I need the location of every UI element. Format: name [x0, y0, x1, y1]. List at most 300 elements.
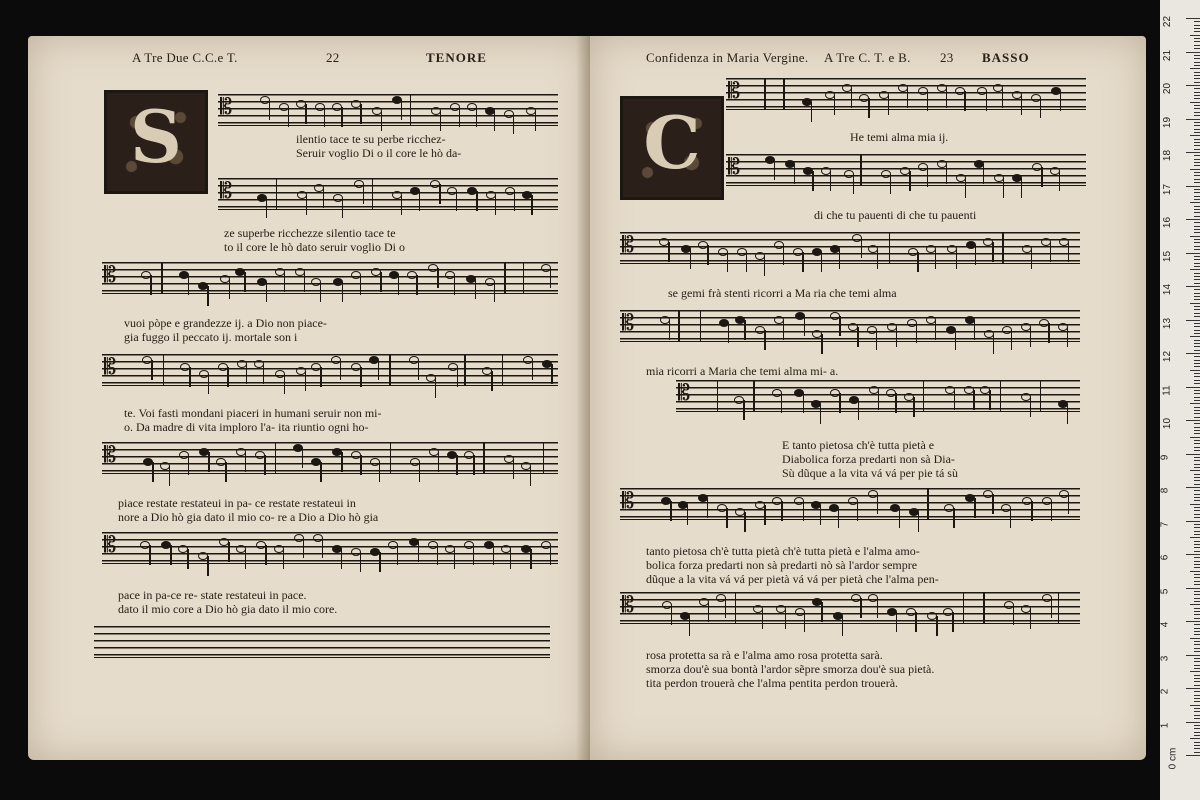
note-stem	[1013, 605, 1014, 625]
note-stem	[363, 184, 364, 204]
ruler-minor-tick	[1194, 427, 1200, 428]
note-stem	[532, 360, 533, 380]
note-stem	[727, 252, 728, 272]
note-stem	[726, 508, 727, 528]
ruler-minor-tick	[1194, 665, 1200, 666]
ruler-tick	[1186, 755, 1200, 756]
ruler-minor-tick	[1194, 350, 1200, 351]
note-stem	[513, 114, 514, 134]
note-stem	[152, 462, 153, 482]
note-stem	[707, 498, 708, 518]
clef-icon: 𝄡	[104, 262, 117, 287]
ruler-minor-tick	[1194, 644, 1200, 645]
ruler-minor-tick	[1194, 249, 1200, 250]
note-stem	[342, 198, 343, 218]
ruler-label: 12	[1162, 350, 1174, 363]
ruler-minor-tick	[1194, 105, 1200, 106]
ruler-minor-tick	[1194, 527, 1200, 528]
note-stem	[858, 400, 859, 420]
ruler-minor-tick	[1194, 55, 1200, 56]
note-stem	[379, 462, 380, 482]
ruler-minor-tick	[1194, 614, 1200, 615]
note-stem	[983, 164, 984, 184]
lyric-line: rosa protetta sa rà e l'alma amo rosa protetta sarà.	[646, 648, 883, 662]
ruler-minor-tick	[1194, 718, 1200, 719]
note-stem	[416, 275, 417, 295]
clef-icon: 𝄡	[104, 532, 117, 557]
ruler-minor-tick	[1194, 38, 1200, 39]
note-stem	[1067, 404, 1068, 424]
note-stem	[821, 334, 822, 354]
note-stem	[956, 249, 957, 269]
ruler-minor-tick	[1194, 383, 1200, 384]
ruler-minor-tick	[1194, 594, 1200, 595]
note-stem	[439, 184, 440, 204]
ruler-tick	[1186, 621, 1200, 622]
note-stem	[785, 609, 786, 629]
note-stem	[227, 367, 228, 387]
ruler-minor-tick	[1194, 500, 1200, 501]
ruler-label: 19	[1162, 116, 1174, 128]
ruler-minor-tick	[1190, 437, 1200, 438]
note-stem	[764, 256, 765, 276]
ruler-minor-tick	[1194, 517, 1200, 518]
note-stem	[401, 100, 402, 120]
note-stem	[989, 390, 990, 410]
note-stem	[946, 88, 947, 108]
note-stem	[821, 602, 822, 622]
note-stem	[303, 538, 304, 558]
note-stem	[909, 171, 910, 191]
ruler-minor-tick	[1194, 340, 1200, 341]
note-stem	[550, 268, 551, 288]
ruler-minor-tick	[1194, 45, 1200, 46]
note-stem	[459, 107, 460, 127]
ruler-label: 10	[1162, 417, 1174, 430]
note-stem	[876, 330, 877, 350]
ruler-minor-tick	[1194, 165, 1200, 166]
note-stem	[305, 371, 306, 391]
ruler-tick	[1186, 85, 1200, 86]
note-stem	[264, 455, 265, 475]
ruler-minor-tick	[1194, 142, 1200, 143]
left-page	[28, 36, 590, 760]
ruler-minor-tick	[1194, 584, 1200, 585]
ruler-minor-tick	[1190, 68, 1200, 69]
note-stem	[1048, 323, 1049, 343]
ruler-minor-tick	[1194, 226, 1200, 227]
ruler-minor-tick	[1194, 732, 1200, 733]
note-stem	[803, 393, 804, 413]
clef-icon: 𝄡	[220, 94, 233, 119]
note-stem	[1040, 98, 1041, 118]
ruler-minor-tick	[1194, 658, 1200, 659]
ruler-minor-tick	[1190, 169, 1200, 170]
lyric-line: se gemi frà stenti ricorri a Ma ria che temi alma	[668, 286, 897, 300]
ruler-minor-tick	[1194, 232, 1200, 233]
ruler-minor-tick	[1194, 139, 1200, 140]
ruler-tick	[1186, 554, 1200, 555]
ruler-minor-tick	[1194, 728, 1200, 729]
ruler-minor-tick	[1194, 413, 1200, 414]
note-stem	[965, 178, 966, 198]
note-stem	[1011, 330, 1012, 350]
note-stem	[1031, 249, 1032, 269]
ruler-minor-tick	[1194, 715, 1200, 716]
note-stem	[820, 404, 821, 424]
bar-line	[504, 262, 505, 294]
ruler-label: 7	[1159, 521, 1171, 527]
ruler-minor-tick	[1194, 323, 1200, 324]
ruler-minor-tick	[1194, 574, 1200, 575]
note-stem	[877, 249, 878, 269]
note-stem	[228, 542, 229, 562]
ruler-minor-tick	[1194, 541, 1200, 542]
lyric-line: di che tu pauenti di che tu pauenti	[814, 208, 977, 222]
note-stem	[284, 272, 285, 292]
ruler-minor-tick	[1190, 571, 1200, 572]
bar-line	[860, 154, 861, 186]
note-stem	[838, 508, 839, 528]
note-stem	[245, 452, 246, 472]
note-stem	[170, 545, 171, 565]
ruler-minor-tick	[1194, 745, 1200, 746]
note-stem	[340, 360, 341, 380]
ruler-minor-tick	[1190, 403, 1200, 404]
bar-line	[783, 78, 784, 110]
ruler-label: 20	[1162, 82, 1174, 95]
ruler-minor-tick	[1194, 531, 1200, 532]
ruler-minor-tick	[1194, 460, 1200, 461]
note-stem	[668, 242, 669, 262]
note-stem	[476, 191, 477, 211]
ruler-label: 18	[1162, 149, 1174, 162]
note-stem	[454, 549, 455, 569]
note-stem	[935, 249, 936, 269]
note-stem	[419, 462, 420, 482]
ruler-minor-tick	[1194, 618, 1200, 619]
note-stem	[974, 498, 975, 518]
ruler-minor-tick	[1190, 638, 1200, 639]
note-stem	[670, 501, 671, 521]
note-stem	[437, 268, 438, 288]
left-header-title: A Tre Due C.C.e T.	[132, 50, 238, 65]
ruler-minor-tick	[1194, 273, 1200, 274]
ruler-minor-tick	[1194, 246, 1200, 247]
ruler-minor-tick	[1190, 671, 1200, 672]
ruler-minor-tick	[1194, 145, 1200, 146]
note-stem	[495, 195, 496, 215]
ruler-label: 15	[1162, 250, 1174, 262]
note-stem	[322, 538, 323, 558]
bar-line	[927, 488, 928, 520]
ruler-minor-tick	[1194, 648, 1200, 649]
ruler-minor-tick	[1194, 611, 1200, 612]
ruler-minor-tick	[1194, 661, 1200, 662]
ruler-minor-tick	[1194, 239, 1200, 240]
note-stem	[743, 400, 744, 420]
lyric-line: E tanto pietosa ch'è tutta pietà e	[782, 438, 935, 452]
bar-line	[963, 592, 964, 624]
note-stem	[1031, 501, 1032, 521]
clef-icon: 𝄡	[678, 380, 691, 405]
clef-icon: 𝄡	[104, 442, 117, 467]
note-stem	[269, 100, 270, 120]
note-stem	[283, 549, 284, 569]
note-stem	[794, 164, 795, 184]
ruler-minor-tick	[1194, 21, 1200, 22]
note-stem	[456, 455, 457, 475]
note-stem	[263, 364, 264, 384]
ruler-label: 2	[1159, 688, 1171, 695]
ruler-minor-tick	[1194, 708, 1200, 709]
note-stem	[1051, 501, 1052, 521]
ruler-label: 0 cm	[1167, 747, 1179, 770]
note-stem	[225, 462, 226, 482]
note-stem	[418, 360, 419, 380]
ruler-minor-tick	[1194, 179, 1200, 180]
note-stem	[853, 174, 854, 194]
ruler-minor-tick	[1194, 293, 1200, 294]
ruler-minor-tick	[1194, 510, 1200, 511]
ruler-minor-tick	[1194, 28, 1200, 29]
ruler-minor-tick	[1194, 440, 1200, 441]
ruler-minor-tick	[1190, 135, 1200, 136]
lyric-line: tanto pietosa ch'è tutta pietà ch'è tutta pietà e l'alma amo-	[646, 544, 920, 558]
ruler-minor-tick	[1194, 410, 1200, 411]
clef-icon: 𝄡	[728, 154, 741, 179]
bar-line	[1002, 232, 1003, 264]
lyric-line: gia fuggo il peccato ij. mortale son i	[124, 330, 298, 344]
note-stem	[1030, 327, 1031, 347]
note-stem	[830, 171, 831, 191]
note-stem	[671, 605, 672, 625]
note-stem	[839, 316, 840, 336]
ruler-minor-tick	[1194, 494, 1200, 495]
note-stem	[927, 91, 928, 111]
ruler-minor-tick	[1194, 624, 1200, 625]
bar-line	[389, 354, 390, 386]
ruler-tick	[1186, 588, 1200, 589]
ruler-minor-tick	[1194, 631, 1200, 632]
ruler-minor-tick	[1194, 507, 1200, 508]
lyric-line: dũque a la vita vá vá per pietà vá vá per pietà che l'alma pen-	[646, 572, 939, 586]
note-stem	[878, 390, 879, 410]
note-stem	[360, 275, 361, 295]
ruler-minor-tick	[1194, 122, 1200, 123]
ruler-minor-tick	[1194, 390, 1200, 391]
note-stem	[440, 111, 441, 131]
note-stem	[877, 598, 878, 618]
lyric-line: Diabolica forza predarti non sà Dia-	[782, 452, 955, 466]
initial-letter: S	[130, 94, 182, 179]
ruler-label: 4	[1159, 621, 1171, 628]
note-stem	[437, 545, 438, 565]
ruler-minor-tick	[1194, 490, 1200, 491]
note-stem	[169, 466, 170, 486]
lyric-line: bolica forza predarti non sà predarti nò sà l'ardor sempre	[646, 558, 918, 572]
lyric-line: to il core le hò dato seruir voglio Di o	[224, 240, 405, 254]
note-stem	[907, 88, 908, 108]
music-staff	[218, 94, 558, 124]
note-stem	[324, 107, 325, 127]
bar-line	[923, 380, 924, 412]
note-stem	[861, 238, 862, 258]
ruler-minor-tick	[1194, 333, 1200, 334]
note-stem	[398, 275, 399, 295]
ruler-minor-tick	[1194, 564, 1200, 565]
note-stem	[379, 552, 380, 572]
ruler-minor-tick	[1194, 380, 1200, 381]
ruler-minor-tick	[1194, 172, 1200, 173]
ruler-minor-tick	[1194, 711, 1200, 712]
note-stem	[380, 272, 381, 292]
ruler-label: 21	[1162, 49, 1174, 61]
ruler-minor-tick	[1194, 400, 1200, 401]
note-stem	[857, 327, 858, 347]
note-stem	[916, 323, 917, 343]
ruler-minor-tick	[1194, 125, 1200, 126]
ruler-minor-tick	[1194, 366, 1200, 367]
note-stem	[964, 91, 965, 111]
note-stem	[913, 397, 914, 417]
lyric-line: He temi alma mia ij.	[850, 130, 949, 144]
note-stem	[229, 279, 230, 299]
bar-line	[483, 442, 484, 474]
note-stem	[708, 602, 709, 622]
ruler-minor-tick	[1194, 598, 1200, 599]
note-stem	[821, 252, 822, 272]
note-stem	[266, 282, 267, 302]
ruler-label: 17	[1162, 183, 1174, 195]
note-stem	[918, 512, 919, 532]
lyric-line: dato il mio core a Dio hò gia dato il mio core.	[118, 602, 338, 616]
ruler-minor-tick	[1194, 752, 1200, 753]
ruler-label: 11	[1161, 384, 1173, 396]
ruler-minor-tick	[1194, 72, 1200, 73]
ruler-minor-tick	[1194, 65, 1200, 66]
lyric-line: pace in pa-ce re- state restateui in pace.	[118, 588, 307, 602]
ruler-minor-tick	[1194, 192, 1200, 193]
bar-line	[1040, 380, 1041, 412]
note-stem	[804, 612, 805, 632]
ruler-minor-tick	[1194, 212, 1200, 213]
ruler-minor-tick	[1194, 276, 1200, 277]
note-stem	[341, 452, 342, 472]
initial-letter: C	[643, 100, 701, 185]
bar-line	[983, 592, 984, 624]
open-book	[28, 36, 1146, 760]
note-stem	[895, 393, 896, 413]
note-stem	[493, 545, 494, 565]
ruler-minor-tick	[1194, 497, 1200, 498]
bar-line	[161, 262, 162, 294]
note-stem	[834, 95, 835, 115]
note-stem	[514, 191, 515, 211]
lyric-line: te. Voi fasti mondani piaceri in humani seruir non mi-	[124, 406, 382, 420]
ruler-minor-tick	[1194, 591, 1200, 592]
ruler-minor-tick	[1194, 557, 1200, 558]
note-stem	[781, 501, 782, 521]
note-stem	[992, 242, 993, 262]
note-stem	[877, 494, 878, 514]
note-stem	[762, 609, 763, 629]
music-staff	[620, 232, 1080, 262]
ruler-minor-tick	[1194, 306, 1200, 307]
ruler-minor-tick	[1194, 316, 1200, 317]
bar-line	[543, 442, 544, 474]
note-stem	[381, 111, 382, 131]
note-stem	[927, 167, 928, 187]
music-staff	[676, 380, 1080, 410]
ruler-tick	[1186, 320, 1200, 321]
decorated-initial-c	[620, 96, 724, 200]
ruler-minor-tick	[1194, 423, 1200, 424]
ruler-minor-tick	[1194, 514, 1200, 515]
note-stem	[1030, 397, 1031, 417]
note-stem	[188, 455, 189, 475]
ruler-minor-tick	[1194, 189, 1200, 190]
note-stem	[435, 378, 436, 398]
note-stem	[473, 455, 474, 475]
ruler-minor-tick	[1194, 551, 1200, 552]
ruler-minor-tick	[1194, 742, 1200, 743]
ruler-minor-tick	[1194, 725, 1200, 726]
ruler-minor-tick	[1194, 628, 1200, 629]
note-stem	[1021, 95, 1022, 115]
ruler-tick	[1186, 52, 1200, 53]
ruler-minor-tick	[1194, 393, 1200, 394]
ruler-minor-tick	[1194, 464, 1200, 465]
ruler-tick	[1186, 152, 1200, 153]
ruler-minor-tick	[1194, 313, 1200, 314]
note-stem	[954, 390, 955, 410]
ruler-minor-tick	[1194, 668, 1200, 669]
note-stem	[530, 549, 531, 569]
ruler-minor-tick	[1194, 206, 1200, 207]
note-stem	[1051, 598, 1052, 618]
clef-icon: 𝄡	[622, 488, 635, 513]
ruler-minor-tick	[1194, 691, 1200, 692]
clef-icon: 𝄡	[728, 78, 741, 103]
note-stem	[397, 545, 398, 565]
ruler-tick	[1186, 353, 1200, 354]
note-stem	[1050, 242, 1051, 262]
ruler-minor-tick	[1194, 75, 1200, 76]
ruler-tick	[1186, 253, 1200, 254]
note-stem	[1010, 508, 1011, 528]
lyric-line: Seruir voglio Di o il core le hò da-	[296, 146, 462, 160]
ruler-minor-tick	[1190, 604, 1200, 605]
note-stem	[535, 111, 536, 131]
note-stem	[975, 245, 976, 265]
ruler-minor-tick	[1194, 698, 1200, 699]
ruler-minor-tick	[1194, 222, 1200, 223]
note-stem	[744, 512, 745, 532]
ruler-minor-tick	[1194, 346, 1200, 347]
ruler-minor-tick	[1194, 544, 1200, 545]
lyric-line: vuoi pòpe e grandezze ij. a Dio non piace-	[124, 316, 327, 330]
ruler-tick	[1186, 119, 1200, 120]
note-stem	[783, 320, 784, 340]
note-stem	[341, 549, 342, 569]
note-stem	[341, 107, 342, 127]
note-stem	[803, 501, 804, 521]
ruler-minor-tick	[1194, 634, 1200, 635]
clef-icon: 𝄡	[622, 310, 635, 335]
note-stem	[804, 316, 805, 336]
note-stem	[418, 542, 419, 562]
